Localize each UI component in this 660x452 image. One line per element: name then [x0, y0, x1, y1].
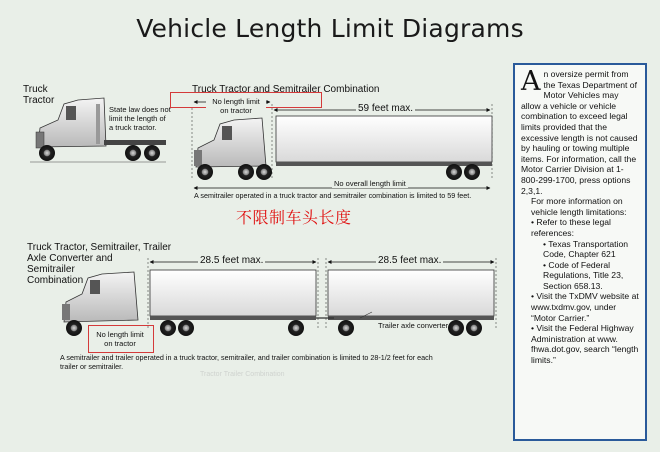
sidebar-bullet-txdmv: • Visit the TxDMV website at www.txdmv.gov, under “Motor Carrier.”: [531, 291, 639, 323]
dimension-59ft: 59 feet max.: [358, 103, 414, 114]
no-length-limit-label-top: No length limit on tractor: [206, 97, 266, 115]
overall-length-label: No overall length limit: [334, 179, 406, 188]
double-combination-heading: Truck Tractor, Semitrailer, Trailer Axle Converter and Semitrailer Combination: [27, 242, 172, 286]
sidebar-bullet-references: • Refer to these legal references:: [531, 217, 611, 238]
sidebar-bullet-fhwa: • Visit the Federal Highway Administration at www. fhwa.dot.gov, search “length limits.”: [531, 323, 639, 366]
chinese-annotation: 不限制车头长度: [236, 208, 352, 227]
faded-heading: Tractor Trailer Combination: [200, 371, 285, 378]
tractor-semitrailer-heading: Truck Tractor and Semitrailer Combination: [192, 84, 380, 95]
trailer-axle-converter-label: Trailer axle converter: [378, 321, 449, 330]
dimension-28-5ft-second: 28.5 feet max.: [378, 255, 442, 266]
caption-semitrailer: A semitrailer operated in a truck tractor and semitrailer combination is limited to 59 feet.: [194, 191, 472, 200]
sidebar-bullet-transportation-code: • Texas Transportation Code, Chapter 621: [543, 238, 629, 260]
sidebar-bullet-federal-regulations: • Code of Federal Regulations, Title 23, Section 658.13.: [543, 259, 624, 291]
sidebar-intro: An oversize permit from the Texas Department of Motor Vehicles may allow a vehicle or vehicle combination to exceed legal limits provided that the excessive length is not caused by hauling or towing multiple items. For information, call the Motor Carrier Division at 1-800-299-1700, press options 2,3,1.: [521, 66, 638, 196]
page-title: Vehicle Length Limit Diagrams: [136, 14, 524, 43]
permit-info-sidebar: [513, 63, 647, 441]
sidebar-more: For more information on vehicle length limitations:: [531, 196, 627, 217]
truck-tractor-note: State law does not limit the length of a truck tractor.: [109, 105, 171, 132]
sidebar-dropcap: A: [521, 66, 541, 97]
truck-tractor-heading: Truck Tractor: [23, 84, 55, 106]
dimension-28-5ft-first: 28.5 feet max.: [200, 255, 264, 266]
no-length-limit-label-bottom: No length limit on tractor: [96, 330, 144, 348]
caption-double: A semitrailer and trailer operated in a truck tractor, semitrailer, and trailer combination is limited to 28-1/2 feet for each trailer or semitrailer.: [60, 353, 433, 371]
truck-tractor-illustration: [30, 98, 166, 162]
